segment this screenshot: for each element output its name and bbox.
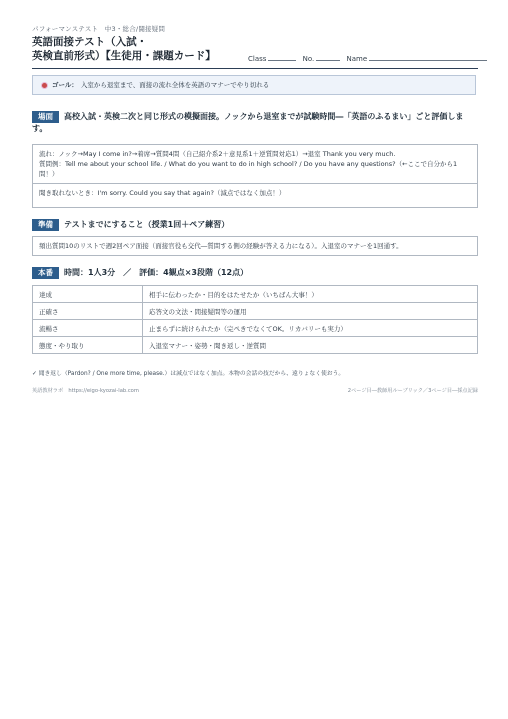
prep-box: [32, 236, 478, 256]
scene-detail-box: [32, 144, 478, 208]
title-line-1: 英語面接テスト（入試・: [32, 36, 148, 48]
description-cell: 止まらずに続けられたか（完ぺきでなくてOK。リカバリーも実力）: [143, 320, 478, 337]
table-row: [33, 320, 478, 337]
class-field[interactable]: [268, 52, 296, 61]
section-prep-heading: [32, 219, 229, 231]
goal-label: ゴール：: [52, 81, 78, 89]
title-line-2: 英検直前形式）【生徒用・課題カード】: [32, 50, 216, 62]
flow-cell: [33, 145, 477, 184]
description-cell: 入退室マナー・姿勢・聞き返し・逆質問: [143, 337, 478, 354]
name-label: Name: [346, 55, 368, 63]
number-label: No.: [302, 55, 315, 63]
footer-publisher: 英語教材ラボ https://eigo-kyozai-lab.com: [32, 388, 139, 394]
section-tag-exam: 本番: [32, 267, 59, 279]
criterion-cell: 流暢さ: [33, 320, 143, 337]
criterion-cell: 達成: [33, 286, 143, 303]
description-cell: 応答文の文法・間接疑問等の運用: [143, 303, 478, 320]
tip-note: ✓ 聞き返し（Pardon? / One more time, please.）は減点ではなく加点。本物の会話の技だから、遠りょなく使おう。: [32, 371, 345, 377]
mishear-cell: [33, 184, 477, 202]
name-field[interactable]: [369, 52, 487, 61]
criterion-cell: 正確さ: [33, 303, 143, 320]
description-cell: 相手に伝わったか・目的をはたせたか（いちばん大事！）: [143, 286, 478, 303]
flow-text: 流れ：ノック→May I come in?→着席→質問4問（自己紹介系2＋意見系1＋逆質問対応1）→退室 Thank you very much.: [39, 150, 396, 158]
section-scene-heading: [32, 111, 478, 135]
page-title: [32, 35, 216, 63]
prep-text: 頻出質問10のリストで週2回ペア面接（面接官役も交代―質問する側の経験が答える力になる）。入退室のマナーを1回通す。: [39, 242, 403, 250]
goal-box: [32, 75, 476, 95]
student-info-fields: [248, 52, 491, 63]
footer-page-guide: 2ページ目―教師用ルーブリック／3ページ目―採点記録: [347, 388, 478, 394]
section-exam-heading: [32, 267, 248, 279]
goal-text: 入室から退室まで、面接の流れ全体を英語のマナーでやり切れる: [80, 81, 270, 89]
scene-heading-text: 高校入試・英検二次と同じ形式の模擬面接。ノックから退室までが試験時間―「英語のふるまい」ごと評価します。: [32, 112, 464, 133]
criterion-cell: 態度・やり取り: [33, 337, 143, 354]
table-row: [33, 337, 478, 354]
table-row: [33, 286, 478, 303]
class-label: Class: [248, 55, 267, 63]
examples-text: 質問例：Tell me about your school life. / What do you want to do in high school? / Do you have any questions?（←ここで自分から1問！）: [39, 160, 458, 178]
target-icon: [41, 82, 48, 89]
rubric-table: [32, 285, 478, 354]
course-label: パフォーマンステスト 中3・総合/闘接疑問: [32, 25, 166, 33]
table-row: [33, 303, 478, 320]
title-divider: [32, 68, 478, 69]
prep-heading-text: テストまでにすること（授業1回＋ペア練習）: [64, 220, 230, 229]
number-field[interactable]: [316, 52, 340, 61]
exam-heading-text: 時間：1人3分 ／ 評価：4観点×3段階（12点）: [64, 268, 249, 277]
section-tag-scene: 場面: [32, 111, 59, 123]
section-tag-prep: 準備: [32, 219, 59, 231]
mishear-text: 聞き取れないとき：I'm sorry. Could you say that again?（減点ではなく加点！）: [39, 189, 286, 197]
